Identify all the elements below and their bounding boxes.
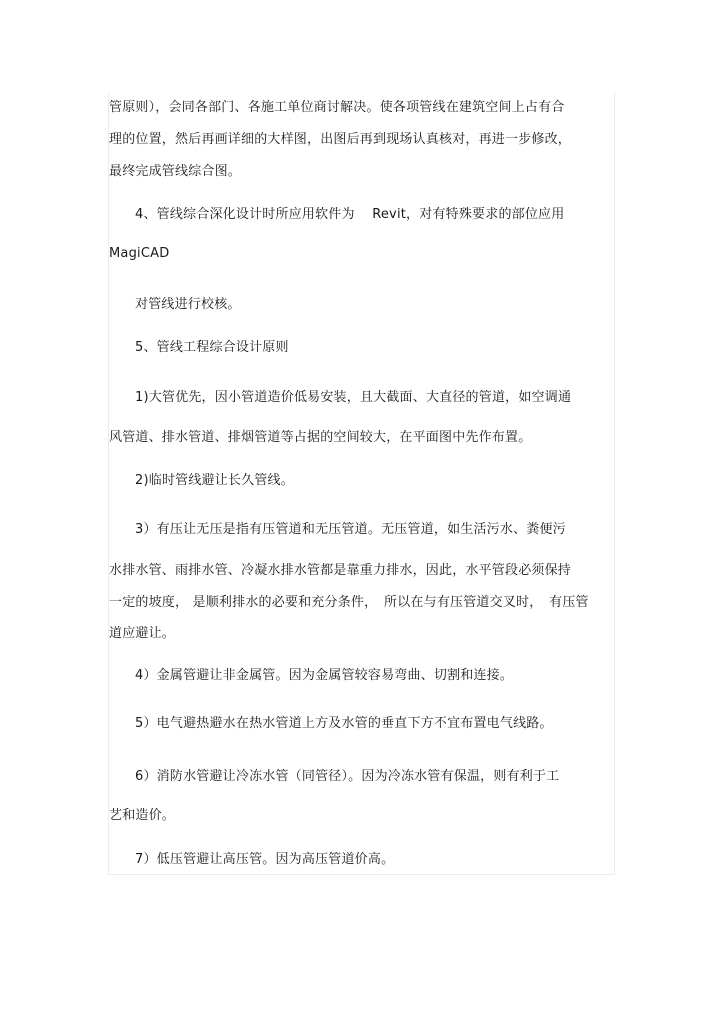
text-line-14: 道应避让。 [109,626,176,641]
text-line-12: 水排水管、雨排水管、冷凝水排水管都是靠重力排水，因此，水平管段必须保持 [109,563,572,578]
text-line-7: 5、管线工程综合设计原则 [135,340,289,355]
text-line-9: 风管道、排水管道、排烟管道等占据的空间较大，在平面图中先作布置。 [109,430,532,445]
text-line-15: 4）金属管避让非金属管。因为金属管较容易弯曲、切割和连接。 [135,668,514,683]
text-line-13: 一定的坡度， 是顺利排水的必要和充分条件， 所以在与有压管道交叉时， 有压管 [109,595,589,610]
text-line-17: 6）消防水管避让冷冻水管（同管径）。因为冷冻水管有保温，则有利于工 [135,769,560,784]
text-line-4: 4、管线综合深化设计时所应用软件为 Revit，对有特殊要求的部位应用 [135,207,565,222]
text-line-11: 3）有压让无压是指有压管道和无压管道。无压管道，如生活污水、粪便污 [135,522,566,537]
text-line-18: 艺和造价。 [109,808,176,823]
text-line-8: 1)大管优先，因小管道造价低易安装，且大截面、大直径的管道，如空调通 [135,390,572,405]
text-line-5: MagiCAD [109,246,170,261]
text-line-16: 5）电气避热避水在热水管道上方及水管的垂直下方不宜布置电气线路。 [135,716,553,731]
text-line-3: 最终完成管线综合图。 [109,164,242,179]
text-line-10: 2)临时管线避让长久管线。 [135,473,294,488]
text-line-2: 理的位置，然后再画详细的大样图，出图后再到现场认真核对，再进一步修改， [109,132,572,147]
text-line-6: 对管线进行校核。 [135,297,241,312]
text-line-19: 7）低压管避让高压管。因为高压管道价高。 [135,852,395,867]
text-line-1: 管原则），会同各部门、各施工单位商讨解决。使各项管线在建筑空间上占有合 [109,100,565,115]
